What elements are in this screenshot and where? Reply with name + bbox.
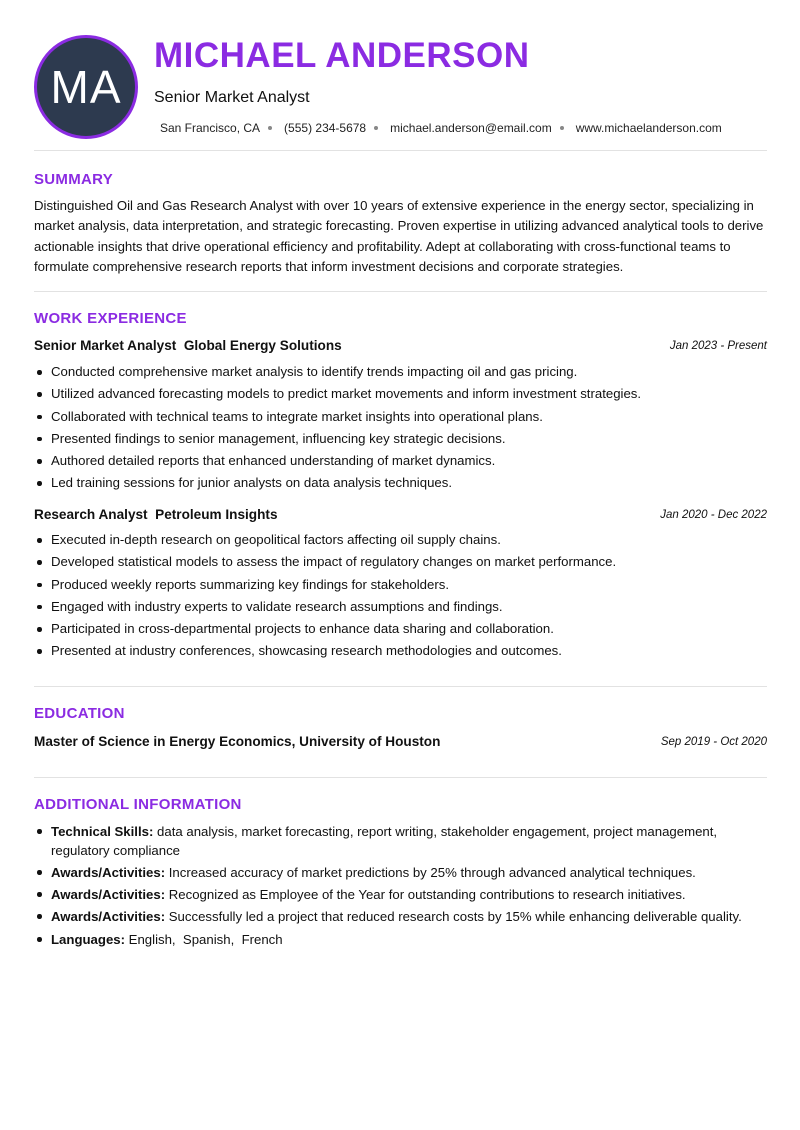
info-label: Technical Skills: (51, 824, 154, 839)
info-text: Recognized as Employee of the Year for outstanding contributions to research initiatives. (165, 887, 686, 902)
job-bullets (34, 363, 767, 497)
contact-email[interactable]: michael.anderson@email.com (390, 121, 552, 135)
section-heading-summary: SUMMARY (34, 171, 114, 188)
avatar-initials: MA (50, 61, 122, 113)
summary-text: Distinguished Oil and Gas Research Analyst with over 10 years of extensive experience in the energy sector, specializing in market analysis, data interpretation, and strategic forecasting. Proven expertise in utilizing advanced analytical tools to derive actionable insights that drive operational efficiency and profitability. Adept at collaborating with cross-functional teams to formulate comprehensive research reports that inform investment decisions and corporate strategies. (34, 198, 764, 274)
list-item: Developed statistical models to assess the impact of regulatory changes on market performance. (34, 553, 767, 575)
list-item: Produced weekly reports summarizing key findings for stakeholders. (34, 576, 767, 598)
separator-dot-icon (374, 126, 378, 130)
info-label: Awards/Activities: (51, 865, 166, 880)
list-item: Conducted comprehensive market analysis to identify trends impacting oil and gas pricing. (34, 363, 767, 385)
divider (34, 150, 767, 151)
list-item: Presented findings to senior management, influencing key strategic decisions. (34, 430, 767, 452)
list-item (34, 863, 767, 882)
info-label: Awards/Activities: (51, 909, 166, 924)
section-heading-additional: ADDITIONAL INFORMATION (34, 796, 242, 813)
list-item (34, 907, 767, 926)
contact-location: San Francisco, CA (160, 121, 261, 135)
section-heading-education: EDUCATION (34, 705, 125, 722)
separator-dot-icon (268, 126, 272, 130)
job-title-company: Senior Market Analyst Global Energy Solutions (34, 338, 342, 353)
list-item: Collaborated with technical teams to integrate market insights into operational plans. (34, 408, 767, 430)
divider (34, 686, 767, 687)
education-dates: Sep 2019 - Oct 2020 (660, 736, 767, 748)
info-label: Awards/Activities: (51, 887, 166, 902)
job-dates: Jan 2020 - Dec 2022 (660, 509, 767, 521)
separator-dot-icon (560, 126, 564, 130)
job-header (34, 338, 767, 353)
list-item (34, 930, 767, 949)
info-text: English, Spanish, French (125, 932, 283, 947)
list-item: Led training sessions for junior analysts on data analysis techniques. (34, 474, 767, 496)
list-item (34, 885, 767, 904)
job-dates: Jan 2023 - Present (669, 340, 767, 352)
degree: Master of Science in Energy Economics, University of Houston (34, 734, 441, 749)
info-label: Languages: (51, 932, 126, 947)
section-heading-experience: WORK EXPERIENCE (34, 310, 187, 327)
resume-page (34, 0, 767, 947)
divider (34, 777, 767, 778)
job-header (34, 507, 767, 522)
additional-info-list (34, 822, 767, 952)
contact-line (160, 121, 722, 135)
candidate-title: Senior Market Analyst (154, 89, 310, 106)
list-item: Participated in cross-departmental projects to enhance data sharing and collaboration. (34, 620, 767, 642)
list-item: Utilized advanced forecasting models to predict market movements and inform investment strategies. (34, 385, 767, 407)
candidate-name: MICHAEL ANDERSON (154, 36, 530, 75)
list-item: Authored detailed reports that enhanced understanding of market dynamics. (34, 452, 767, 474)
job-bullets (34, 531, 767, 665)
contact-website[interactable]: www.michaelanderson.com (575, 121, 722, 135)
contact-phone: (555) 234-5678 (284, 121, 367, 135)
list-item: Presented at industry conferences, showcasing research methodologies and outcomes. (34, 642, 767, 664)
divider (34, 291, 767, 292)
info-text: Successfully led a project that reduced research costs by 15% while enhancing deliverable quality. (165, 909, 742, 924)
job-title-company: Research Analyst Petroleum Insights (34, 507, 278, 522)
list-item: Engaged with industry experts to validate research assumptions and findings. (34, 598, 767, 620)
resume-header (34, 0, 767, 150)
list-item: Executed in-depth research on geopolitical factors affecting oil supply chains. (34, 531, 767, 553)
info-text: Increased accuracy of market predictions by 25% through advanced analytical techniques. (165, 865, 696, 880)
education-entry (34, 734, 767, 749)
avatar (34, 35, 138, 139)
info-text: data analysis, market forecasting, report writing, stakeholder engagement, project management, regulatory compliance (51, 824, 718, 858)
list-item (34, 822, 767, 860)
